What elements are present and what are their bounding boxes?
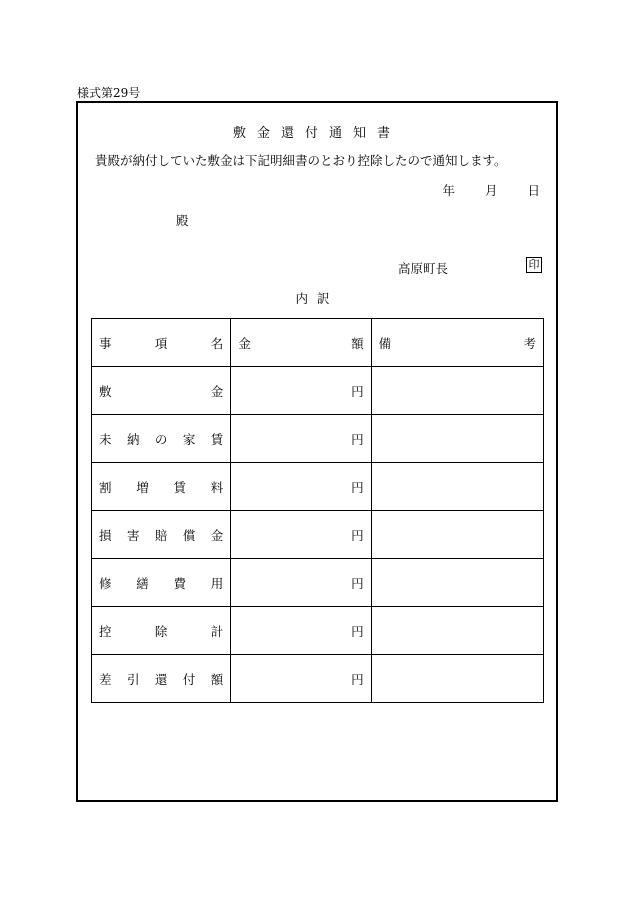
yen-unit: 円 [351,479,364,495]
yen-unit: 円 [351,671,364,687]
spread-text [379,334,536,352]
row-item [92,559,231,607]
form-number: 様式第29号 [77,86,141,100]
spread-text [238,334,363,352]
char: 害 [126,527,140,543]
char: 賠 [154,527,168,543]
char: 引 [126,671,140,687]
table-row [92,559,544,607]
table-row [92,655,544,703]
char: 控 [99,623,112,639]
char: 付 [182,671,196,687]
char: 繕 [136,575,149,591]
spread-text [99,526,223,544]
header-amount [231,319,371,367]
yen-unit: 円 [351,623,364,639]
spread-text [99,478,223,496]
row-item [92,463,231,511]
char: 差 [99,671,112,687]
row-amount[interactable] [231,463,371,511]
spread-text [99,334,223,352]
row-amount[interactable] [231,559,371,607]
char: 事 [99,335,112,351]
char: 計 [210,623,224,639]
row-amount[interactable] [231,655,371,703]
char: 額 [351,335,364,351]
char: 名 [210,335,224,351]
spread-text [99,670,223,688]
table-row [92,607,544,655]
row-amount[interactable] [231,415,371,463]
header-item [92,319,231,367]
char: 償 [182,527,196,543]
char: 除 [154,623,168,639]
char: 考 [523,335,536,351]
char: 金 [210,383,224,399]
char: 費 [173,575,187,591]
date-month-label: 月 [484,183,498,198]
char: 敷 [99,383,112,399]
row-amount[interactable] [231,607,371,655]
char: 金 [238,335,251,351]
table-row [92,511,544,559]
char: 額 [210,671,224,687]
char: 備 [378,335,392,351]
char: 金 [210,527,224,543]
row-remarks[interactable] [371,559,543,607]
char: 用 [210,575,224,591]
row-item [92,367,231,415]
row-remarks[interactable] [371,367,543,415]
breakdown-table [91,318,544,703]
issuer-name: 高原町長 [398,261,449,276]
table-row [92,463,544,511]
row-remarks[interactable] [371,511,543,559]
row-item [92,607,231,655]
intro-text: 貴殿が納付していた敷金は下記明細書のとおり控除したので通知します。 [95,153,507,168]
header-remarks [371,319,543,367]
yen-unit: 円 [351,431,364,447]
char: 料 [210,479,224,495]
document-title: 敷金還付通知書 [232,126,401,141]
yen-unit: 円 [351,527,364,543]
table-header-row [92,319,544,367]
char: 修 [99,575,112,591]
breakdown-heading: 内訳 [295,291,339,306]
row-remarks[interactable] [371,463,543,511]
date-line [412,181,540,199]
row-remarks[interactable] [371,655,543,703]
char: 項 [154,335,168,351]
date-year-label: 年 [442,183,455,198]
date-day-label: 日 [527,183,540,198]
row-item [92,655,231,703]
row-remarks[interactable] [371,607,543,655]
addressee-suffix: 殿 [176,213,189,228]
row-remarks[interactable] [371,415,543,463]
row-amount[interactable] [231,367,371,415]
char: 増 [136,479,149,495]
table-row [92,415,544,463]
char: 還 [154,671,168,687]
spread-text [99,574,223,592]
char: 家 [182,431,196,447]
row-item [92,511,231,559]
char: の [154,431,168,447]
char: 損 [99,527,112,543]
yen-unit: 円 [351,383,364,399]
char: 割 [99,479,112,495]
table-row [92,367,544,415]
row-amount[interactable] [231,511,371,559]
char: 未 [99,431,112,447]
spread-text [99,622,223,640]
char: 賃 [173,479,187,495]
notice-frame [76,101,558,802]
char: 賃 [210,431,224,447]
spread-text [99,430,223,448]
seal-mark: 印 [526,257,542,273]
yen-unit: 円 [351,575,364,591]
spread-text [99,382,223,400]
char: 納 [126,431,140,447]
row-item [92,415,231,463]
